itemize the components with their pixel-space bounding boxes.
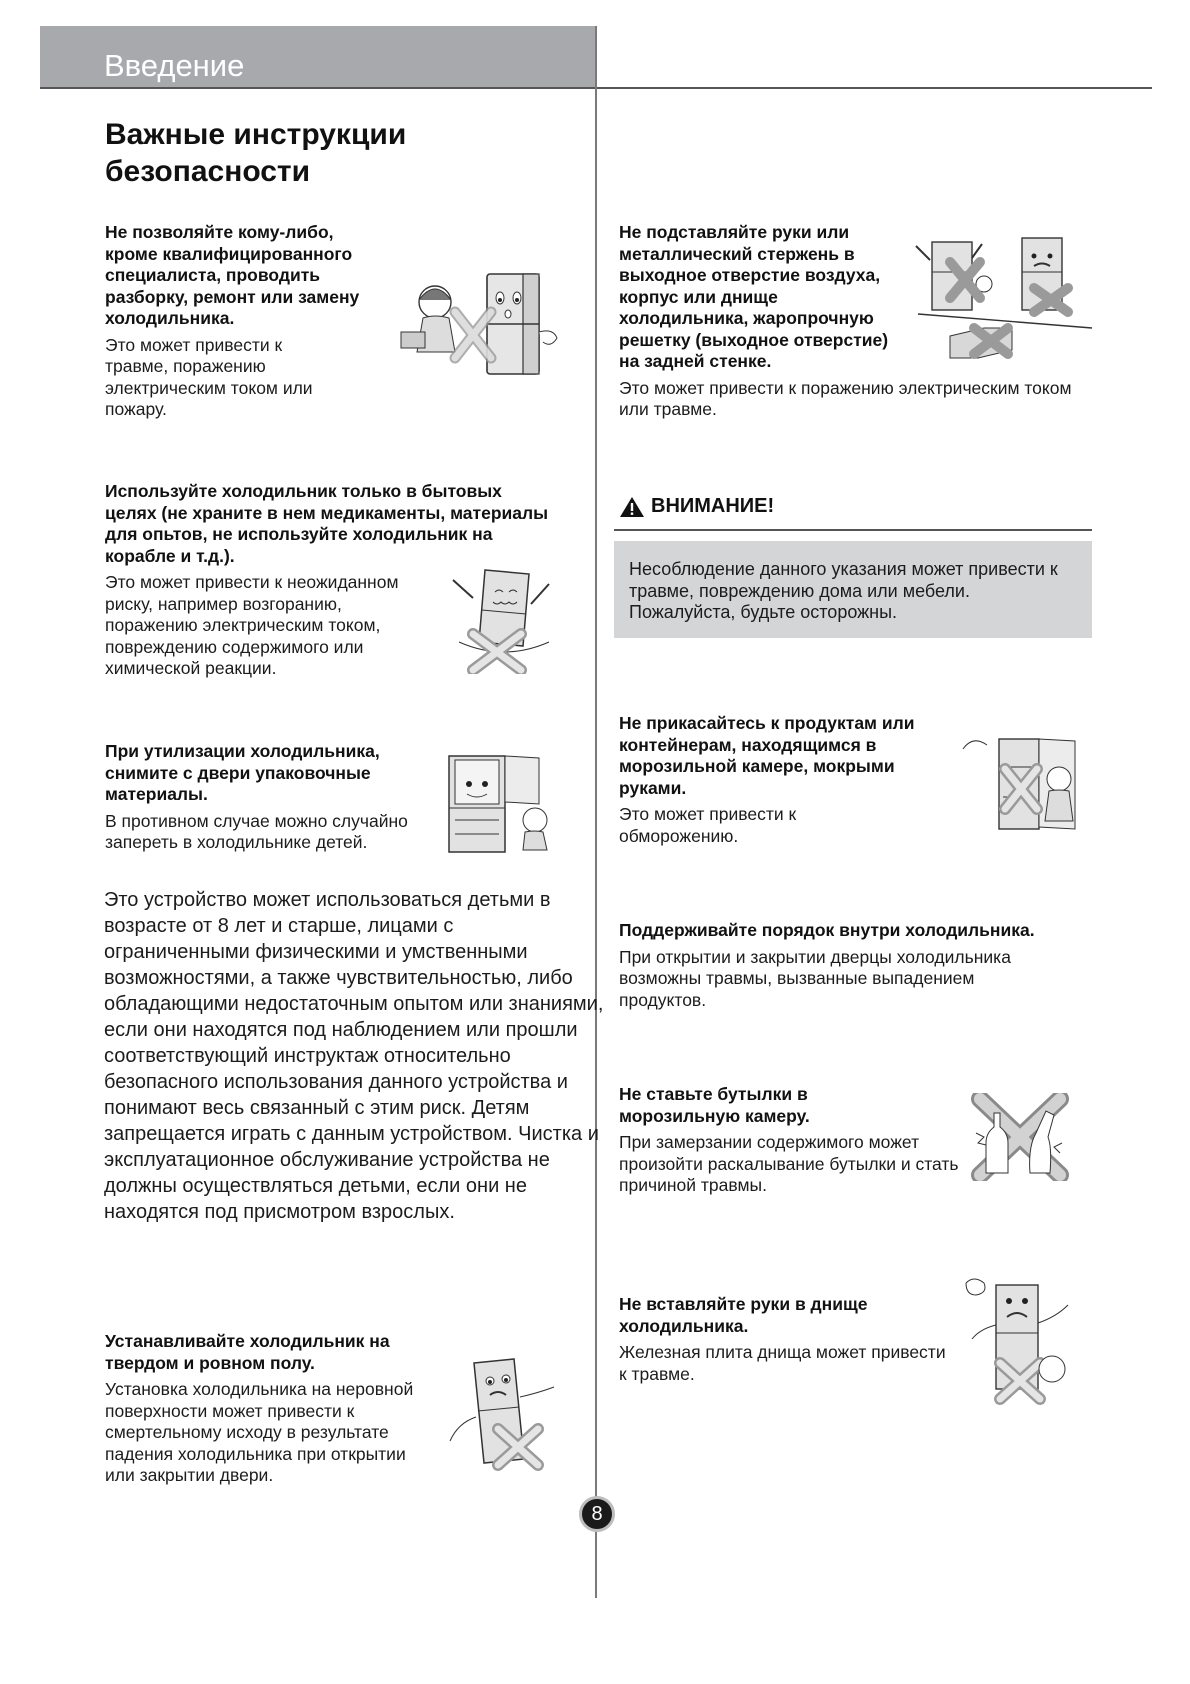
girl-with-toolbox-and-refrigerator-no-icon bbox=[385, 262, 565, 384]
item-body: Железная плита днища может привести к травме. bbox=[619, 1342, 946, 1384]
safety-item-keep-order bbox=[619, 920, 1099, 1011]
page-number-badge: 8 bbox=[579, 1496, 615, 1532]
item-body: Это может привести к неожиданном риску, например возгоранию, поражению электрическим током, повреждению содержимого или химической реакции. bbox=[105, 572, 399, 678]
item-heading: При утилизации холодильника, снимите с двери упаковочные материалы. bbox=[105, 741, 380, 804]
page-title-line-1: Важные инструкции bbox=[105, 118, 407, 151]
wet-hands-freezer-no-icon bbox=[955, 727, 1085, 835]
item-body: При замерзании содержимого может произойти раскалывание бутылки и стать причиной травмы. bbox=[619, 1132, 959, 1195]
item-body: В противном случае можно случайно запереть в холодильнике детей. bbox=[105, 810, 408, 852]
item-heading: Устанавливайте холодильник на твердом и ровном полу. bbox=[105, 1331, 390, 1373]
safety-item-wet-hands-freezer bbox=[619, 713, 939, 847]
page-title-line-2: безопасности bbox=[105, 155, 311, 188]
section-title: Введение bbox=[104, 48, 245, 83]
column-divider bbox=[595, 26, 597, 1598]
hands-in-vent-no-icon bbox=[910, 232, 1095, 364]
caution-text: Несоблюдение данного указания может привести к травме, повреждению дома или мебели. Пожалуйста, будьте осторожны. bbox=[629, 559, 1058, 622]
item-heading: Не ставьте бутылки в морозильную камеру. bbox=[619, 1084, 810, 1126]
item-heading: Не прикасайтесь к продуктам или контейнерам, находящимся в морозильной камере, мокрыми руками. bbox=[619, 713, 915, 798]
safety-item-disposal bbox=[105, 741, 435, 854]
safety-item-qualified-repair bbox=[105, 222, 365, 421]
refrigerator-on-boat-no-icon bbox=[445, 562, 560, 674]
caution-rule bbox=[614, 529, 1092, 531]
item-heading: Не позволяйте кому-либо, кроме квалифицированного специалиста, проводить разборку, ремонт или замену холодильника. bbox=[105, 222, 360, 328]
item-heading: Используйте холодильник только в бытовых целях (не храните в нем медикаменты, материалы для опьтов, не используйте холодильник на корабле и т.д.). bbox=[105, 481, 549, 566]
item-body: Установка холодильника на неровной поверхности может привести к смертельному исходу в результате падения холодильника при открытии или закрытии двери. bbox=[105, 1379, 414, 1485]
children-usage-notice: Это устройство может использоваться детьми в возрасте от 8 лет и старше, лицами с ограниченными физическими и умственными возможностями, а также чувствительностью, либо обладающими недостаточным опытом или знаниями, если они находятся под наблюдением или прошли соответствующий инструктаж относительно безопасного использования данного устройства и понимают весь связанный с этим риск. Детям запрещается играть с данным устройством. Чистка и эксплуатационное обслуживание устройства не должны осуществляться детьми, если они не находятся под присмотром взрослых. bbox=[104, 889, 604, 1223]
caution-heading bbox=[619, 495, 774, 518]
item-heading: Не вставляйте руки в днище холодильника. bbox=[619, 1294, 868, 1336]
warning-triangle-icon bbox=[619, 496, 645, 518]
item-body: Это может привести к обморожению. bbox=[619, 804, 797, 846]
item-heading: Не подставляйте руки или металлический стержень в выходное отверстие воздуха, корпус или днище холодильника, жаропрочную решетку (выходное отверстие) на задней стенке. bbox=[619, 222, 889, 371]
item-heading: Поддерживайте порядок внутри холодильника. bbox=[619, 920, 1035, 940]
caution-box bbox=[614, 541, 1092, 638]
safety-item-level-floor bbox=[105, 1331, 435, 1487]
section-header-bar bbox=[40, 26, 596, 88]
caution-label: ВНИМАНИЕ! bbox=[651, 495, 775, 517]
child-hand-under-refrigerator-icon bbox=[960, 1275, 1085, 1405]
safety-item-hands-under bbox=[619, 1294, 949, 1385]
tilted-refrigerator-no-icon bbox=[440, 1353, 565, 1473]
broken-bottles-no-icon bbox=[970, 1093, 1070, 1181]
item-body: Это может привести к травме, поражению электрическим током или пожару. bbox=[105, 334, 313, 419]
safety-item-bottles-freezer bbox=[619, 1084, 959, 1197]
item-body: Это может привести к поражению электрическим током или травме. bbox=[619, 377, 1072, 419]
child-in-open-refrigerator-icon bbox=[445, 750, 560, 862]
page-title bbox=[105, 116, 406, 190]
item-body: При открытии и закрытии дверцы холодильника возможны травмы, вызванные выпадением продуктов. bbox=[619, 946, 1011, 1010]
